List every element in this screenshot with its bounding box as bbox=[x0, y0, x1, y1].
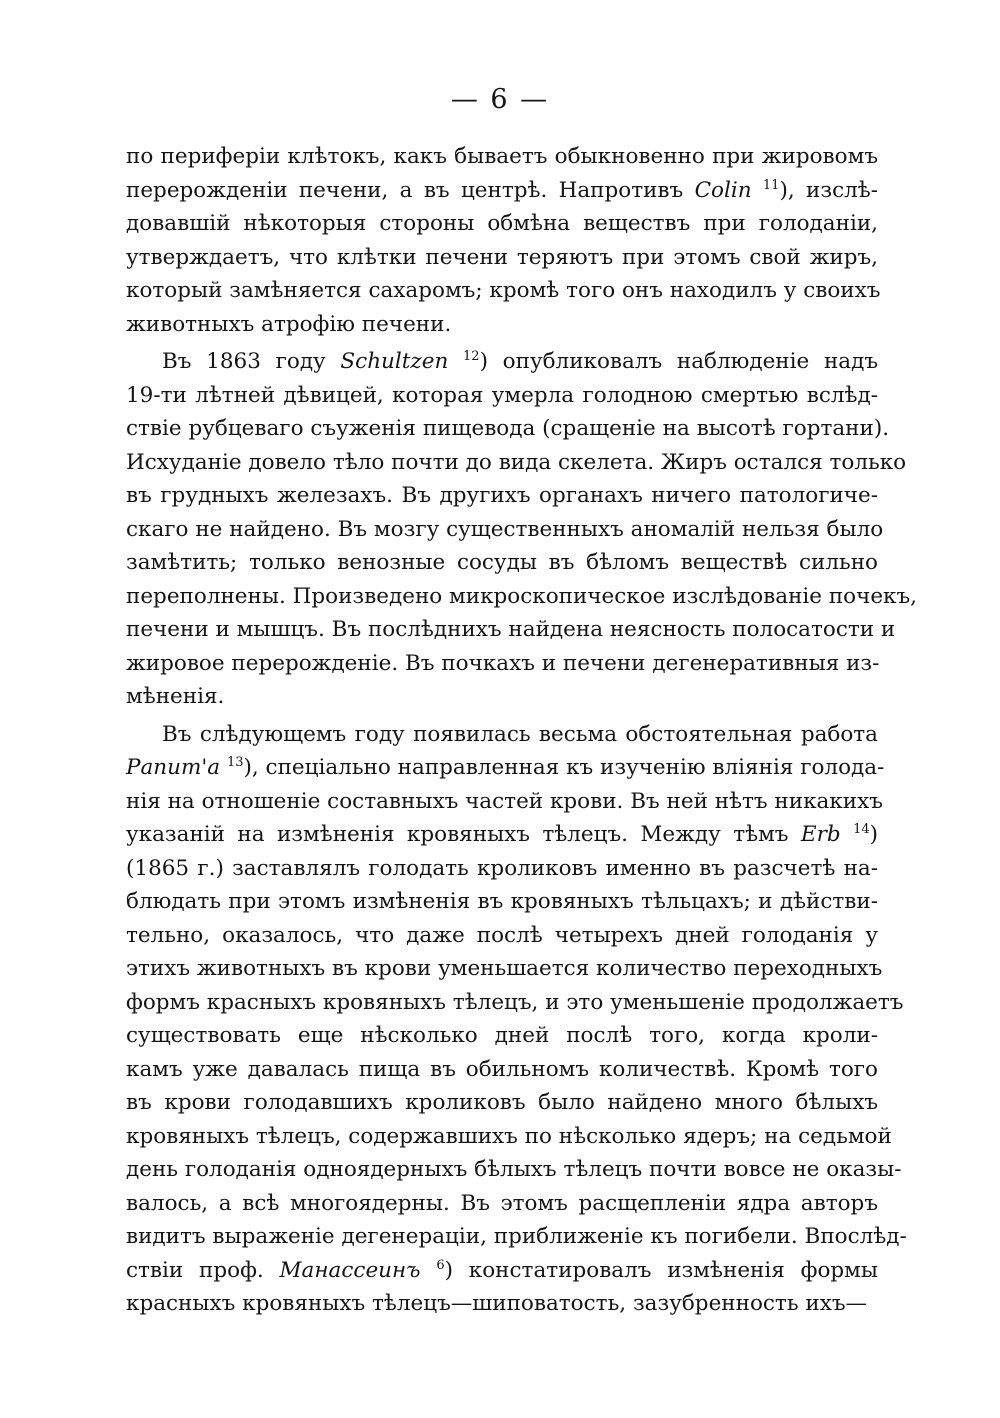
text-line: камъ уже давалась пища въ обильномъ количествѣ. Кромѣ того bbox=[126, 1056, 878, 1082]
text-line: замѣтить; только венозные сосуды въ бѣломъ веществѣ сильно bbox=[126, 550, 878, 575]
text-line: мѣненія. bbox=[126, 684, 225, 709]
text-line: этихъ животныхъ въ крови уменьшается количество переходныхъ bbox=[126, 956, 883, 981]
text-line: въ крови голодавшихъ кроликовъ было найдено много бѣлыхъ bbox=[126, 1090, 878, 1115]
paragraph bbox=[126, 345, 917, 714]
text-line: день голоданія одноядерныхъ бѣлыхъ тѣлецъ почти вовсе не оказы- bbox=[126, 1157, 902, 1182]
text-line: по периферіи клѣтокъ, какъ бываетъ обыкновенно при жировомъ bbox=[126, 144, 878, 169]
text-line: Въ 1863 году Schultzen $^{12}$) опубликовалъ наблюденіе надъ bbox=[162, 349, 879, 374]
text-line: Исхуданіе довело тѣло почти до вида скелета. Жиръ остался только bbox=[126, 449, 907, 475]
text-line: Въ слѣдующемъ году появилась весьма обстоятельная работа bbox=[162, 721, 878, 747]
text-line: кровяныхъ тѣлецъ, содержавшихъ по нѣсколько ядеръ; на седьмой bbox=[126, 1123, 892, 1149]
text-line: въ грудныхъ железахъ. Въ другихъ органахъ ничего патологиче- bbox=[126, 483, 878, 508]
page-number: — 6 — bbox=[450, 84, 550, 115]
text-line: печени и мышцъ. Въ послѣднихъ найдена неясность полосатости и bbox=[126, 617, 896, 642]
text-line: довавшій нѣкоторыя стороны обмѣна веществъ при голоданіи, bbox=[126, 211, 878, 236]
text-line: валось, а всѣ многоядерны. Въ этомъ расщепленіи ядра авторъ bbox=[126, 1190, 878, 1216]
text-line: животныхъ атрофію печени. bbox=[126, 311, 452, 337]
text-line: Рапит'a $^{13}$), спеціально направленная къ изученію вліянія голода- bbox=[126, 755, 885, 780]
text-line: перерожденіи печени, а въ центрѣ. Напротивъ Colin $^{11}$), изслѣ- bbox=[126, 177, 878, 203]
document-body bbox=[126, 140, 917, 1321]
paragraph bbox=[126, 140, 881, 341]
text-line: формъ красныхъ кровяныхъ тѣлецъ, и это уменьшеніе продолжаетъ bbox=[126, 989, 904, 1015]
text-line: указаній на измѣненія кровяныхъ тѣлецъ. Между тѣмъ Erb $^{14}$) bbox=[126, 822, 878, 847]
text-line: (1865 г.) заставлялъ голодать кроликовъ именно въ разсчетѣ на- bbox=[126, 855, 878, 881]
text-line: блюдать при этомъ измѣненія въ кровяныхъ тѣльцахъ; и дѣйстви- bbox=[126, 889, 878, 914]
paragraph bbox=[126, 718, 907, 1321]
text-line: переполнены. Произведено микроскопическое изслѣдованіе почекъ, bbox=[126, 583, 917, 609]
text-line: скаго не найдено. Въ мозгу существенныхъ аномалій нельзя было bbox=[126, 516, 884, 542]
text-line: жировое перерожденіе. Въ почкахъ и печени дегенеративныя из- bbox=[126, 650, 880, 676]
text-line: существовать еще нѣсколько дней послѣ того, когда кроли- bbox=[126, 1023, 878, 1048]
text-line: 19-ти лѣтней дѣвицей, которая умерла голодною смертью вслѣд- bbox=[126, 382, 878, 408]
text-line: тельно, оказалось, что даже послѣ четырехъ дней голоданія у bbox=[126, 922, 878, 948]
text-line: утверждаетъ, что клѣтки печени теряютъ при этомъ свой жиръ, bbox=[126, 244, 878, 270]
text-line: красныхъ кровяныхъ тѣлецъ—шиповатость, зазубренность ихъ— bbox=[126, 1291, 868, 1316]
text-line: видитъ выраженіе дегенераціи, приближеніе къ погибели. Впослѣд- bbox=[126, 1224, 907, 1249]
text-line: который замѣняется сахаромъ; кромѣ того онъ находилъ у своихъ bbox=[126, 278, 881, 303]
text-line: нія на отношеніе составныхъ частей крови. Въ ней нѣтъ никакихъ bbox=[126, 788, 883, 814]
text-line: ствіе рубцеваго съуженія пищевода (сращеніе на высотѣ гортани). bbox=[126, 416, 890, 441]
text-line: ствіи проф. Манассеинъ $^6$) констатировалъ измѣненія формы bbox=[126, 1257, 878, 1283]
